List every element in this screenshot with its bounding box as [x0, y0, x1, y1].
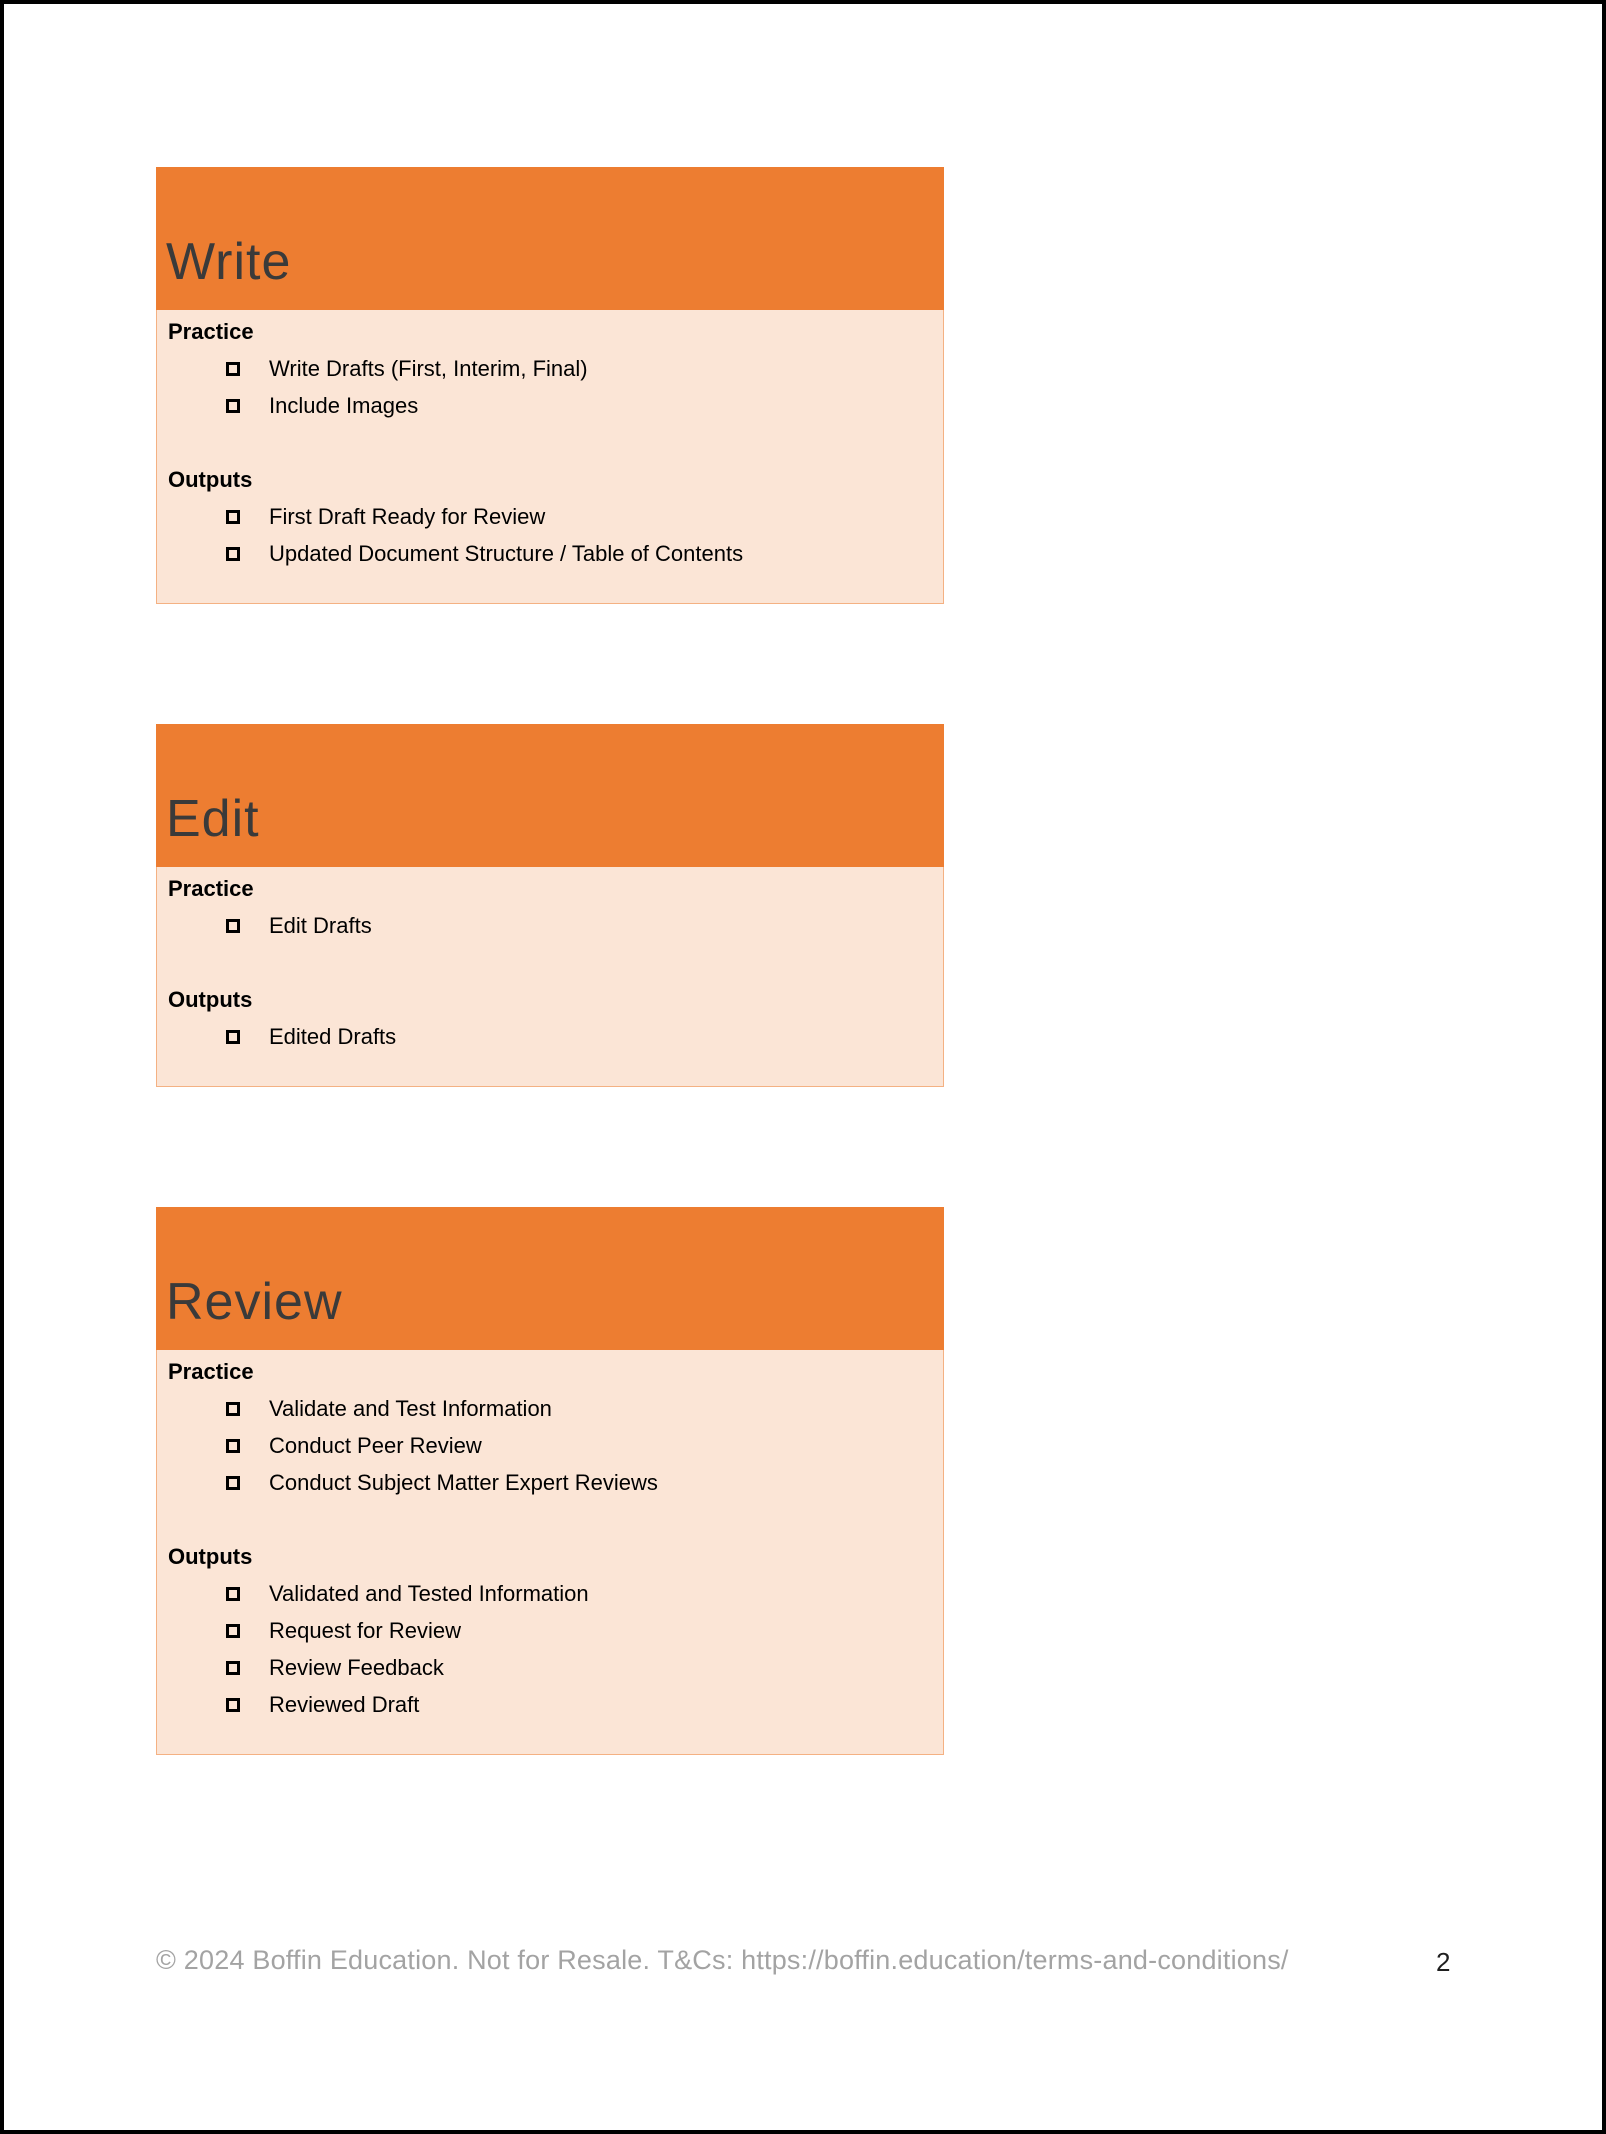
checkbox-icon[interactable]: [226, 1587, 240, 1601]
checklist-item-label: Validate and Test Information: [269, 1396, 552, 1421]
checklist-item: [168, 1427, 933, 1464]
card-review-header: [156, 1207, 944, 1350]
checklist-item-label: Updated Document Structure / Table of Contents: [269, 541, 744, 566]
section-spacer: [168, 424, 933, 461]
card-edit: [156, 724, 944, 1087]
checklist-item: [168, 1612, 933, 1649]
checklist-item-label: Include Images: [269, 393, 419, 418]
card-list: [156, 167, 944, 1875]
checklist-item-label: Review Feedback: [269, 1655, 444, 1680]
checklist-item: [168, 1649, 933, 1686]
checklist-item: [168, 1686, 933, 1723]
card-review-body: [156, 1350, 944, 1755]
checklist-item-label: Edit Drafts: [269, 913, 372, 938]
footer-copyright: © 2024 Boffin Education. Not for Resale. T&Cs: https://boffin.education/terms-and-conditions/: [156, 1945, 1289, 1975]
checkbox-icon[interactable]: [226, 1402, 240, 1416]
checklist-item: [168, 535, 933, 572]
checkbox-icon[interactable]: [226, 1439, 240, 1453]
checklist-item-label: Conduct Peer Review: [269, 1433, 482, 1458]
section-spacer: [168, 1501, 933, 1538]
section-spacer: [168, 944, 933, 981]
card-title: Edit: [166, 790, 260, 849]
checkbox-icon[interactable]: [226, 1030, 240, 1044]
checklist-item: [168, 907, 933, 944]
checkbox-icon[interactable]: [226, 399, 240, 413]
checkbox-icon[interactable]: [226, 362, 240, 376]
checkbox-icon[interactable]: [226, 510, 240, 524]
checkbox-icon[interactable]: [226, 919, 240, 933]
checklist-item-label: Validated and Tested Information: [269, 1581, 589, 1606]
checklist-item: [168, 1464, 933, 1501]
checkbox-icon[interactable]: [226, 1476, 240, 1490]
checkbox-icon[interactable]: [226, 1698, 240, 1712]
checklist-item: [168, 1390, 933, 1427]
card-write-body: [156, 310, 944, 604]
checklist-item-label: Write Drafts (First, Interim, Final): [269, 356, 588, 381]
checklist-item-label: Edited Drafts: [269, 1024, 397, 1049]
checkbox-icon[interactable]: [226, 547, 240, 561]
card-write-header: [156, 167, 944, 310]
checklist-item: [168, 387, 933, 424]
checklist-item-label: First Draft Ready for Review: [269, 504, 546, 529]
card-edit-header: [156, 724, 944, 867]
card-review: [156, 1207, 944, 1755]
section-label-practice: Practice: [168, 319, 254, 344]
checklist-item-label: Reviewed Draft: [269, 1692, 420, 1717]
section-label-outputs: Outputs: [168, 467, 253, 492]
section-label-practice: Practice: [168, 876, 254, 901]
checkbox-icon[interactable]: [226, 1661, 240, 1675]
card-title: Review: [166, 1273, 343, 1332]
checklist-item-label: Request for Review: [269, 1618, 461, 1643]
checklist-item: [168, 1575, 933, 1612]
section-label-outputs: Outputs: [168, 987, 253, 1012]
section-label-outputs: Outputs: [168, 1544, 253, 1569]
section-label-practice: Practice: [168, 1359, 254, 1384]
checklist-item: [168, 498, 933, 535]
card-title: Write: [166, 233, 292, 292]
card-edit-body: [156, 867, 944, 1087]
checklist-item-label: Conduct Subject Matter Expert Reviews: [269, 1470, 658, 1495]
checklist-item: [168, 350, 933, 387]
card-write: [156, 167, 944, 604]
checklist-item: [168, 1018, 933, 1055]
page-number: 2: [1436, 1947, 1451, 1977]
checkbox-icon[interactable]: [226, 1624, 240, 1638]
